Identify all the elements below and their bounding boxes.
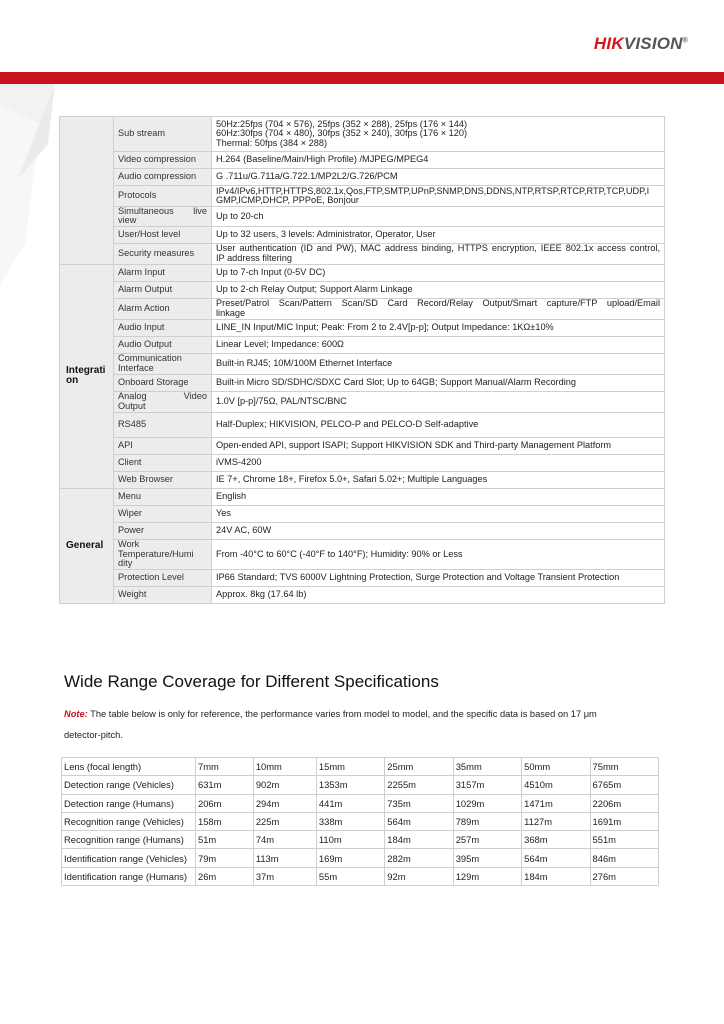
spec-row-video-compression xyxy=(60,152,665,169)
coverage-cell: 50mm xyxy=(522,758,590,776)
spec-value xyxy=(212,412,665,437)
spec-name: Audio Input xyxy=(114,319,212,336)
spec-value-line: IPv4/IPv6,HTTP,HTTPS,802.1x,Qos,FTP,SMTP,UPnP,SNMP,DNS,DDNS,NTP,RTSP,RTCP,RTP,TCP,UDP,I xyxy=(216,185,650,196)
spec-value-line: Up to 2-ch Relay Output; Support Alarm Linkage xyxy=(216,284,413,295)
spec-value xyxy=(212,152,665,169)
coverage-heading: Wide Range Coverage for Different Specifications xyxy=(64,672,439,691)
spec-value-line: G .711u/G.711a/G.722.1/MP2L2/G.726/PCM xyxy=(216,171,398,182)
spec-value xyxy=(212,505,665,522)
spec-value-line: linkage xyxy=(216,307,246,318)
spec-name: Power xyxy=(114,522,212,539)
category-integration: Integrati on xyxy=(60,264,114,488)
spec-value-line: Yes xyxy=(216,508,231,519)
spec-name: Alarm Input xyxy=(114,264,212,281)
spec-value xyxy=(212,298,665,319)
coverage-cell: 368m xyxy=(522,831,590,849)
specifications-table-body xyxy=(60,117,665,604)
coverage-cell: 37m xyxy=(253,867,316,885)
coverage-row-identification-range-vehicles xyxy=(62,849,659,867)
spec-row-power xyxy=(60,522,665,539)
spec-name: Web Browser xyxy=(114,471,212,488)
coverage-cell: 55m xyxy=(316,867,384,885)
coverage-cell: 169m xyxy=(316,849,384,867)
coverage-cell: 206m xyxy=(196,794,254,812)
coverage-cell: 79m xyxy=(196,849,254,867)
coverage-cell: 551m xyxy=(590,831,658,849)
spec-name: Protocols xyxy=(114,186,212,207)
spec-value-line: 24V AC, 60W xyxy=(216,525,272,536)
spec-value xyxy=(212,243,665,264)
spec-name: Video compression xyxy=(114,152,212,169)
coverage-cell: 51m xyxy=(196,831,254,849)
spec-row-analog-video-output xyxy=(60,391,665,412)
coverage-cell: 35mm xyxy=(453,758,521,776)
category-network xyxy=(60,117,114,265)
spec-value-line: Up to 32 users, 3 levels: Administrator, Operator, User xyxy=(216,229,436,240)
coverage-row-label: Recognition range (Humans) xyxy=(62,831,196,849)
coverage-cell: 257m xyxy=(453,831,521,849)
coverage-cell: 74m xyxy=(253,831,316,849)
spec-value xyxy=(212,569,665,586)
coverage-cell: 110m xyxy=(316,831,384,849)
spec-name: RS485 xyxy=(114,412,212,437)
hikvision-logo: HIKVISION® xyxy=(593,34,688,53)
coverage-cell: 92m xyxy=(385,867,453,885)
coverage-cell: 75mm xyxy=(590,758,658,776)
coverage-cell: 26m xyxy=(196,867,254,885)
spec-name: Analog Video Output xyxy=(114,391,212,412)
coverage-cell: 1471m xyxy=(522,794,590,812)
spec-value-line: iVMS-4200 xyxy=(216,457,262,468)
spec-value xyxy=(212,391,665,412)
coverage-cell: 789m xyxy=(453,812,521,830)
spec-row-simultaneous-live-view xyxy=(60,207,665,227)
spec-value xyxy=(212,226,665,243)
spec-name: Sub stream xyxy=(114,117,212,152)
specifications-table xyxy=(59,116,665,604)
coverage-cell: 564m xyxy=(385,812,453,830)
coverage-cell: 6765m xyxy=(590,776,658,794)
spec-row-alarm-action xyxy=(60,298,665,319)
coverage-cell: 1353m xyxy=(316,776,384,794)
coverage-cell: 184m xyxy=(522,867,590,885)
coverage-cell: 2255m xyxy=(385,776,453,794)
spec-row-weight xyxy=(60,586,665,603)
coverage-cell: 10mm xyxy=(253,758,316,776)
spec-value-line: Open-ended API, support ISAPI; Support HIKVISION SDK and Third-party Management Platform xyxy=(216,440,612,451)
spec-name: Alarm Action xyxy=(114,298,212,319)
coverage-cell: 735m xyxy=(385,794,453,812)
spec-name: Simultaneous live view xyxy=(114,207,212,227)
spec-row-alarm-input xyxy=(60,264,665,281)
coverage-row-label: Detection range (Humans) xyxy=(62,794,196,812)
note-label: Note: xyxy=(64,709,88,719)
coverage-row-recognition-range-vehicles xyxy=(62,812,659,830)
spec-value-line: Thermal: 50fps (384 × 288) xyxy=(216,137,328,148)
coverage-cell: 441m xyxy=(316,794,384,812)
spec-row-protocols xyxy=(60,186,665,207)
note-text: The table below is only for reference, the performance varies from model to model, and the specific data is based on 17 μm detector-pitch. xyxy=(64,709,597,740)
spec-name: Audio compression xyxy=(114,169,212,186)
spec-row-onboard-storage xyxy=(60,374,665,391)
coverage-cell: 1127m xyxy=(522,812,590,830)
spec-value-line: English xyxy=(216,491,247,502)
spec-row-rs485 xyxy=(60,412,665,437)
coverage-cell: 15mm xyxy=(316,758,384,776)
spec-row-api xyxy=(60,437,665,454)
spec-value xyxy=(212,437,665,454)
coverage-cell: 158m xyxy=(196,812,254,830)
spec-value xyxy=(212,186,665,207)
spec-row-audio-output xyxy=(60,336,665,353)
spec-value-line: LINE_IN Input/MIC Input; Peak: From 2 to 2.4V[p-p]; Output Impedance: 1KΩ±10% xyxy=(216,322,554,333)
spec-row-wiper xyxy=(60,505,665,522)
spec-name: Client xyxy=(114,454,212,471)
coverage-table xyxy=(61,757,659,886)
coverage-cell: 4510m xyxy=(522,776,590,794)
spec-name: Security measures xyxy=(114,243,212,264)
spec-value xyxy=(212,586,665,603)
spec-value xyxy=(212,281,665,298)
coverage-cell: 3157m xyxy=(453,776,521,794)
spec-value xyxy=(212,488,665,505)
spec-value-line: 50Hz:25fps (704 × 576), 25fps (352 × 288), 25fps (176 × 144) xyxy=(216,118,468,129)
coverage-cell: 113m xyxy=(253,849,316,867)
spec-name: User/Host level xyxy=(114,226,212,243)
coverage-row-lens-focal-length xyxy=(62,758,659,776)
spec-value xyxy=(212,539,665,569)
coverage-table-body xyxy=(62,758,659,886)
spec-row-communication-interface xyxy=(60,353,665,374)
spec-row-protection-level xyxy=(60,569,665,586)
coverage-cell: 1691m xyxy=(590,812,658,830)
category-general: General xyxy=(60,488,114,603)
spec-row-audio-input xyxy=(60,319,665,336)
coverage-row-label: Identification range (Vehicles) xyxy=(62,849,196,867)
spec-value xyxy=(212,454,665,471)
coverage-cell: 7mm xyxy=(196,758,254,776)
spec-value-line: 1.0V [p-p]/75Ω, PAL/NTSC/BNC xyxy=(216,396,347,407)
coverage-cell: 25mm xyxy=(385,758,453,776)
spec-value xyxy=(212,169,665,186)
coverage-cell: 129m xyxy=(453,867,521,885)
header-red-bar xyxy=(0,72,724,84)
spec-value xyxy=(212,522,665,539)
spec-value-line: Linear Level; Impedance: 600Ω xyxy=(216,339,344,350)
spec-row-client xyxy=(60,454,665,471)
coverage-row-detection-range-humans xyxy=(62,794,659,812)
coverage-cell: 282m xyxy=(385,849,453,867)
coverage-cell: 902m xyxy=(253,776,316,794)
coverage-note xyxy=(64,704,624,746)
spec-value xyxy=(212,471,665,488)
spec-name: Audio Output xyxy=(114,336,212,353)
spec-name: API xyxy=(114,437,212,454)
coverage-cell: 184m xyxy=(385,831,453,849)
coverage-row-label: Identification range (Humans) xyxy=(62,867,196,885)
coverage-cell: 276m xyxy=(590,867,658,885)
spec-name: Protection Level xyxy=(114,569,212,586)
coverage-cell: 395m xyxy=(453,849,521,867)
spec-value-line: Built-in RJ45; 10M/100M Ethernet Interface xyxy=(216,358,393,369)
spec-row-sub-stream xyxy=(60,117,665,152)
spec-name: Communication Interface xyxy=(114,353,212,374)
spec-row-work-temperature-humidity xyxy=(60,539,665,569)
coverage-row-label: Lens (focal length) xyxy=(62,758,196,776)
spec-value-line: Built-in Micro SD/SDHC/SDXC Card Slot; Up to 64GB; Support Manual/Alarm Recording xyxy=(216,377,576,388)
spec-value xyxy=(212,264,665,281)
spec-value xyxy=(212,374,665,391)
spec-value-line: User authentication (ID and PW), MAC address binding, HTTPS encryption, IEEE 802.1x access control, xyxy=(216,243,660,254)
spec-value-line: Half-Duplex; HIKVISION, PELCO-P and PELCO-D Self-adaptive xyxy=(216,419,479,430)
coverage-cell: 564m xyxy=(522,849,590,867)
coverage-cell: 2206m xyxy=(590,794,658,812)
spec-name: Onboard Storage xyxy=(114,374,212,391)
spec-name: Wiper xyxy=(114,505,212,522)
spec-value xyxy=(212,336,665,353)
spec-value-line: Up to 20-ch xyxy=(216,210,264,221)
spec-value-line: H.264 (Baseline/Main/High Profile) /MJPEG/MPEG4 xyxy=(216,154,429,165)
coverage-cell: 225m xyxy=(253,812,316,830)
coverage-cell: 1029m xyxy=(453,794,521,812)
spec-row-alarm-output xyxy=(60,281,665,298)
spec-row-web-browser xyxy=(60,471,665,488)
coverage-cell: 846m xyxy=(590,849,658,867)
spec-name: Menu xyxy=(114,488,212,505)
spec-name: Work Temperature/Humi dity xyxy=(114,539,212,569)
coverage-row-label: Recognition range (Vehicles) xyxy=(62,812,196,830)
spec-value-line: Approx. 8kg (17.64 lb) xyxy=(216,589,307,600)
spec-value-line: Up to 7-ch Input (0-5V DC) xyxy=(216,267,326,278)
coverage-cell: 294m xyxy=(253,794,316,812)
coverage-row-recognition-range-humans xyxy=(62,831,659,849)
spec-name: Weight xyxy=(114,586,212,603)
spec-value-line: IP address filtering xyxy=(216,252,292,263)
coverage-cell: 631m xyxy=(196,776,254,794)
spec-value-line: From -40°C to 60°C (-40°F to 140°F); Humidity: 90% or Less xyxy=(216,548,463,559)
spec-value-line: IE 7+, Chrome 18+, Firefox 5.0+, Safari 5.02+; Multiple Languages xyxy=(216,474,488,485)
spec-row-menu xyxy=(60,488,665,505)
spec-row-user-host-level xyxy=(60,226,665,243)
spec-value xyxy=(212,353,665,374)
spec-name: Alarm Output xyxy=(114,281,212,298)
spec-value-line: Preset/Patrol Scan/Pattern Scan/SD Card Record/Relay Output/Smart capture/FTP upload/Email xyxy=(216,298,660,309)
spec-value xyxy=(212,117,665,152)
coverage-row-label: Detection range (Vehicles) xyxy=(62,776,196,794)
spec-value-line: IP66 Standard; TVS 6000V Lightning Protection, Surge Protection and Voltage Transient Protection xyxy=(216,572,620,583)
spec-value xyxy=(212,207,665,227)
spec-row-audio-compression xyxy=(60,169,665,186)
spec-value xyxy=(212,319,665,336)
coverage-cell: 338m xyxy=(316,812,384,830)
spec-row-security-measures xyxy=(60,243,665,264)
coverage-row-detection-range-vehicles xyxy=(62,776,659,794)
coverage-row-identification-range-humans xyxy=(62,867,659,885)
spec-value-line: GMP,ICMP,DHCP, PPPoE, Bonjour xyxy=(216,195,359,205)
spec-value-line: 60Hz:30fps (704 × 480), 30fps (352 × 240), 30fps (176 × 120) xyxy=(216,128,468,139)
